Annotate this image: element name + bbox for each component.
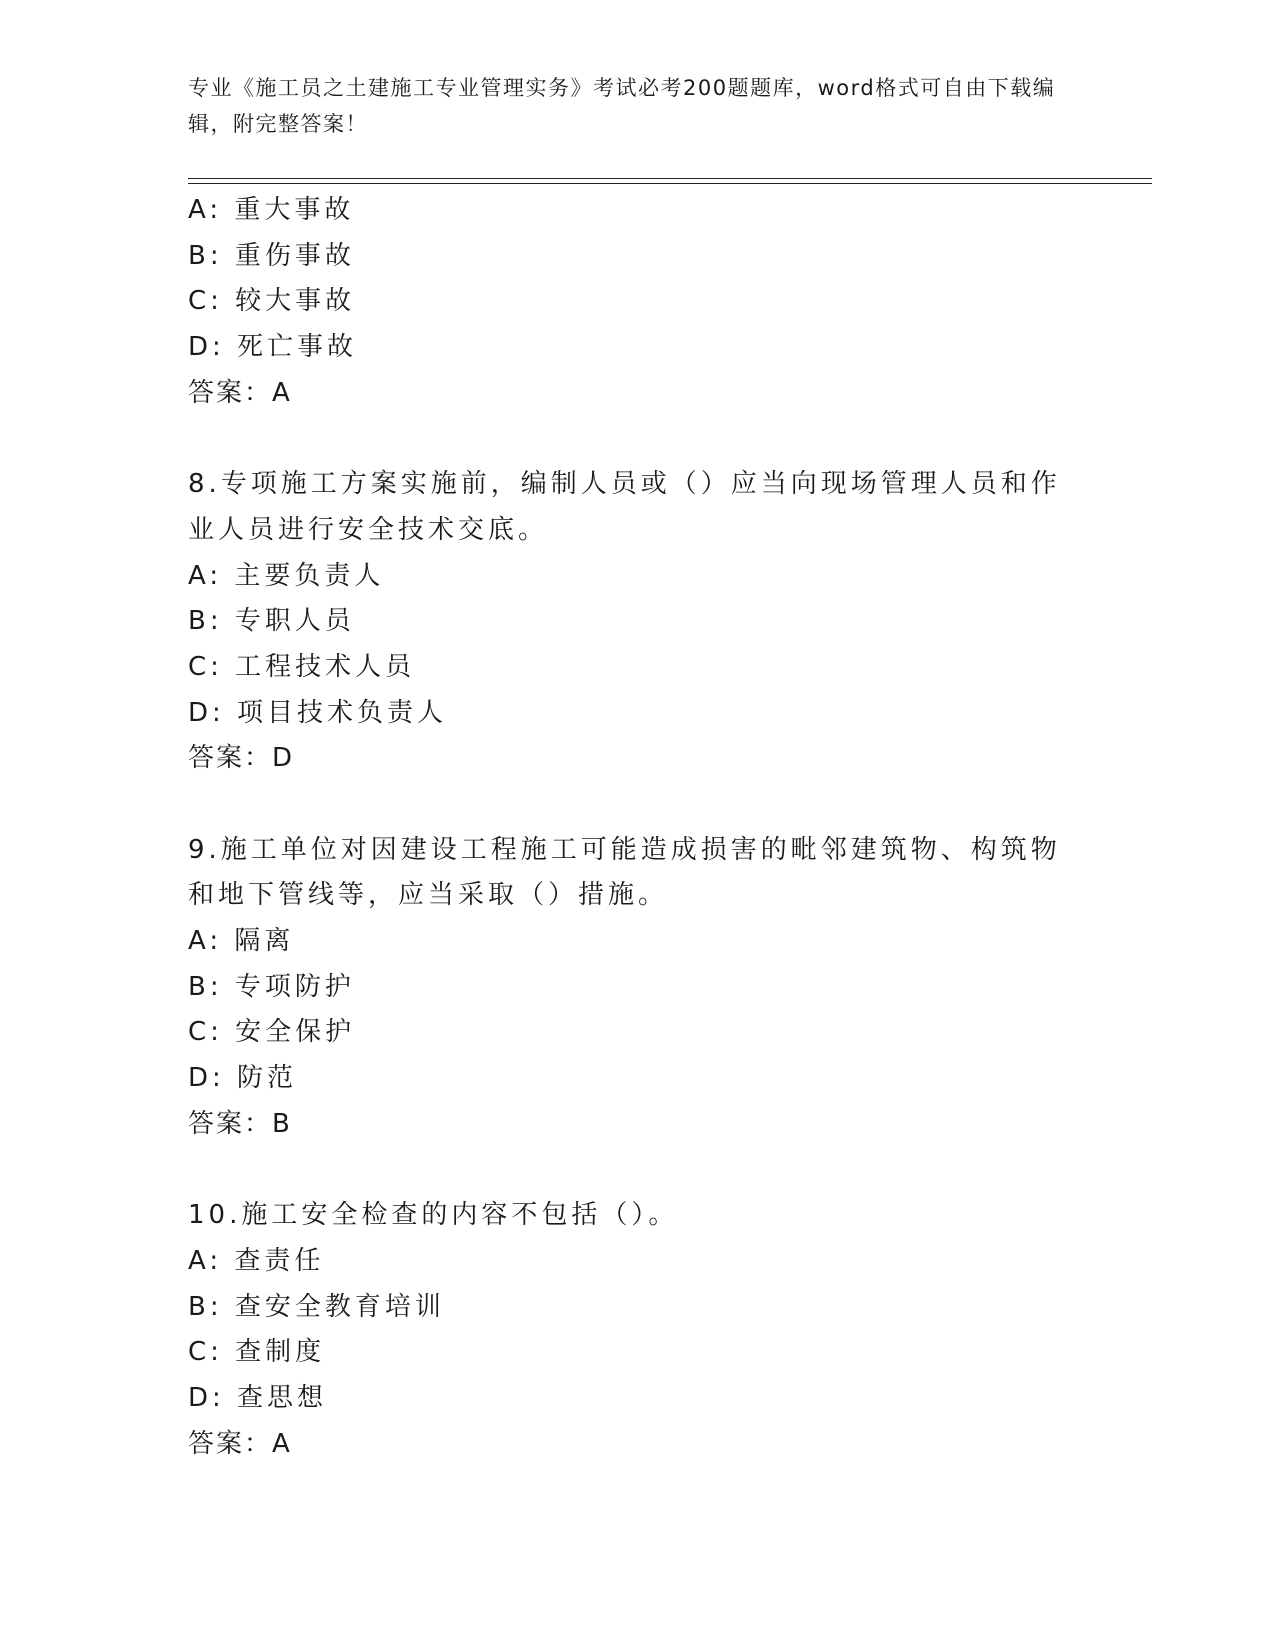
option-d: D: 项目技术负责人 (188, 697, 448, 728)
spacer (188, 1148, 1068, 1194)
answer-line: 答案：A (188, 1428, 292, 1459)
question-stem: 10.施工安全检查的内容不包括（）。 (188, 1200, 679, 1231)
question-10 (188, 1193, 1068, 1467)
question-9 (188, 828, 1068, 1148)
header-divider-bottom (188, 183, 1152, 184)
option-b: B: 专职人员 (188, 606, 355, 637)
option-b: B: 专项防护 (188, 971, 355, 1002)
question-8 (188, 462, 1068, 782)
question-7-continued (188, 188, 1068, 416)
question-stem: 9.施工单位对因建设工程施工可能造成损害的毗邻建筑物、构筑物和地下管线等，应当采取（）措施。 (188, 834, 1061, 911)
document-intro: 专业《施工员之土建施工专业管理实务》考试必考200题题库，word格式可自由下载编辑，附完整答案！ (188, 76, 1056, 136)
option-a: A: 主要负责人 (188, 560, 385, 591)
question-stem: 8.专项施工方案实施前，编制人员或（）应当向现场管理人员和作业人员进行安全技术交底。 (188, 469, 1061, 545)
option-a: A: 隔离 (188, 926, 295, 957)
option-a: A: 查责任 (188, 1245, 325, 1276)
option-b: B: 查安全教育培训 (188, 1291, 445, 1322)
answer-line: 答案：D (188, 743, 295, 774)
option-d: D: 防范 (188, 1063, 298, 1094)
question-list (188, 188, 1068, 1467)
answer-line: 答案：B (188, 1108, 292, 1139)
option-c: C: 工程技术人员 (188, 651, 416, 682)
option-a: A: 重大事故 (188, 195, 355, 225)
option-b: B: 重伤事故 (188, 240, 355, 271)
spacer (188, 416, 1068, 462)
option-d: D: 查思想 (188, 1382, 328, 1413)
option-c: C: 安全保护 (188, 1017, 356, 1048)
spacer (188, 782, 1068, 828)
answer-line: 答案：A (188, 377, 292, 408)
option-c: C: 查制度 (188, 1337, 326, 1368)
header-divider-top (188, 178, 1152, 179)
option-d: D: 死亡事故 (188, 332, 358, 363)
option-c: C: 较大事故 (188, 286, 356, 317)
